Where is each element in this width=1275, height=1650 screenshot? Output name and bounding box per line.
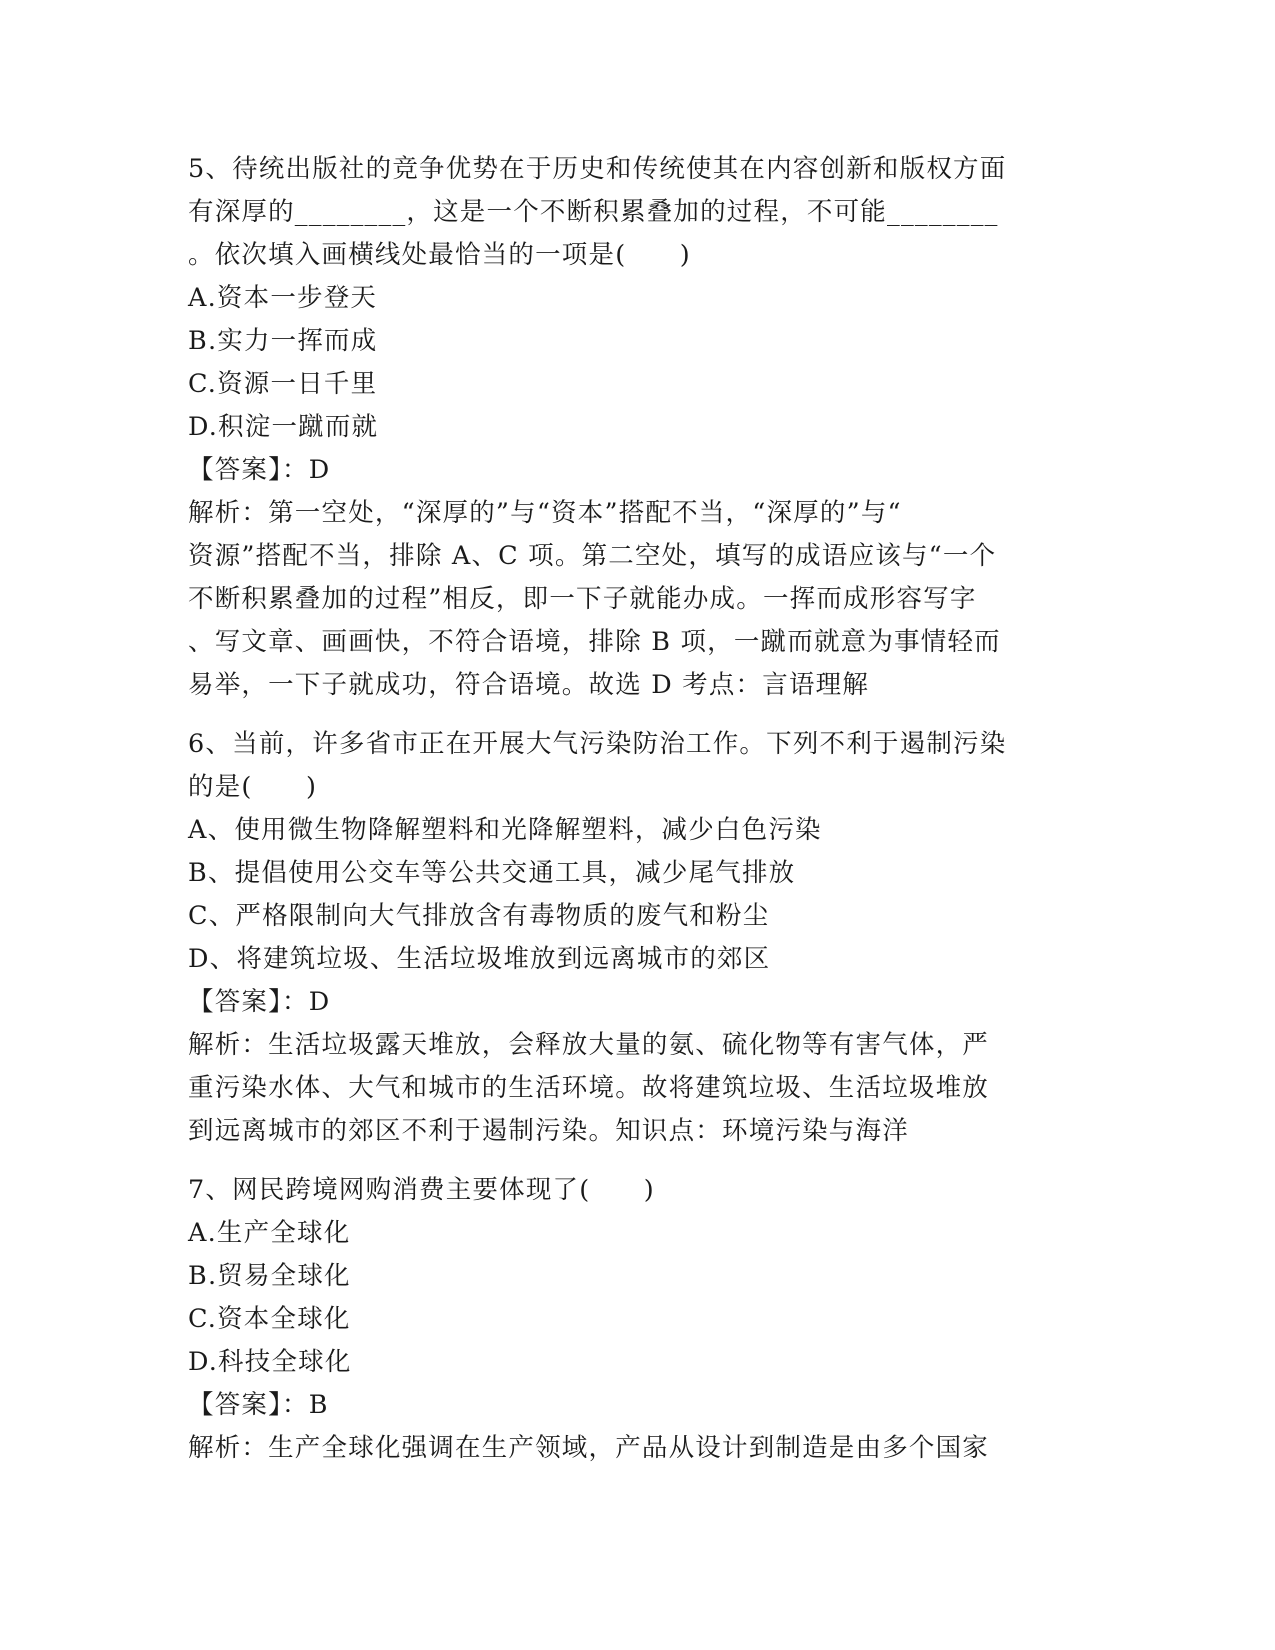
- option-d: D.科技全球化: [188, 1347, 352, 1377]
- option-d: D.积淀一蹴而就: [188, 412, 379, 442]
- option-c: C.资源一日千里: [188, 369, 378, 399]
- option-b: B.贸易全球化: [188, 1261, 351, 1291]
- question-spacer: [188, 707, 1088, 723]
- analysis-line: 不断积累叠加的过程”相反，即一下子就能办成。一挥而成形容写字: [188, 584, 977, 614]
- answer-line: 【答案】：D: [188, 987, 331, 1017]
- question-5: [188, 148, 1088, 707]
- analysis-line: 、写文章、画画快，不符合语境，排除 B 项，一蹴而就意为事情轻而: [188, 627, 1001, 657]
- question-stem: 的是( ): [188, 772, 318, 802]
- option-c: C、严格限制向大气排放含有毒物质的废气和粉尘: [188, 901, 770, 931]
- analysis-line: 资源”搭配不当，排除 A、C 项。第二空处，填写的成语应该与“一个: [188, 541, 997, 571]
- option-a: A.生产全球化: [188, 1218, 351, 1248]
- option-d: D、将建筑垃圾、生活垃圾堆放到远离城市的郊区: [188, 944, 771, 974]
- analysis-line: 解析：生活垃圾露天堆放，会释放大量的氨、硫化物等有害气体，严: [188, 1030, 990, 1060]
- option-c: C.资本全球化: [188, 1304, 351, 1334]
- answer-line: 【答案】：B: [188, 1390, 329, 1420]
- question-stem: 6、当前，许多省市正在开展大气污染防治工作。下列不利于遏制污染: [188, 729, 1007, 759]
- document-page: [188, 148, 1088, 1470]
- answer-line: 【答案】：D: [188, 455, 331, 485]
- option-a: A.资本一步登天: [188, 283, 378, 313]
- question-stem: 7、网民跨境网购消费主要体现了( ): [188, 1175, 655, 1205]
- option-a: A、使用微生物降解塑料和光降解塑料，减少白色污染: [188, 815, 822, 845]
- question-7: [188, 1169, 1088, 1470]
- analysis-line: 重污染水体、大气和城市的生活环境。故将建筑垃圾、生活垃圾堆放: [188, 1073, 990, 1103]
- question-stem: 有深厚的________，这是一个不断积累叠加的过程，不可能________: [188, 197, 999, 227]
- option-b: B.实力一挥而成: [188, 326, 378, 356]
- question-stem: 。依次填入画横线处最恰当的一项是( ): [188, 240, 691, 270]
- question-spacer: [188, 1153, 1088, 1169]
- analysis-line: 解析：生产全球化强调在生产领域，产品从设计到制造是由多个国家: [188, 1433, 990, 1463]
- analysis-line: 易举，一下子就成功，符合语境。故选 D 考点：言语理解: [188, 670, 870, 700]
- question-6: [188, 723, 1088, 1153]
- analysis-line: 解析：第一空处，“深厚的”与“资本”搭配不当，“深厚的”与“: [188, 498, 902, 528]
- option-b: B、提倡使用公交车等公共交通工具，减少尾气排放: [188, 858, 796, 888]
- question-stem: 5、待统出版社的竞争优势在于历史和传统使其在内容创新和版权方面: [188, 154, 1007, 184]
- analysis-line: 到远离城市的郊区不利于遏制污染。知识点：环境污染与海洋: [188, 1116, 909, 1146]
